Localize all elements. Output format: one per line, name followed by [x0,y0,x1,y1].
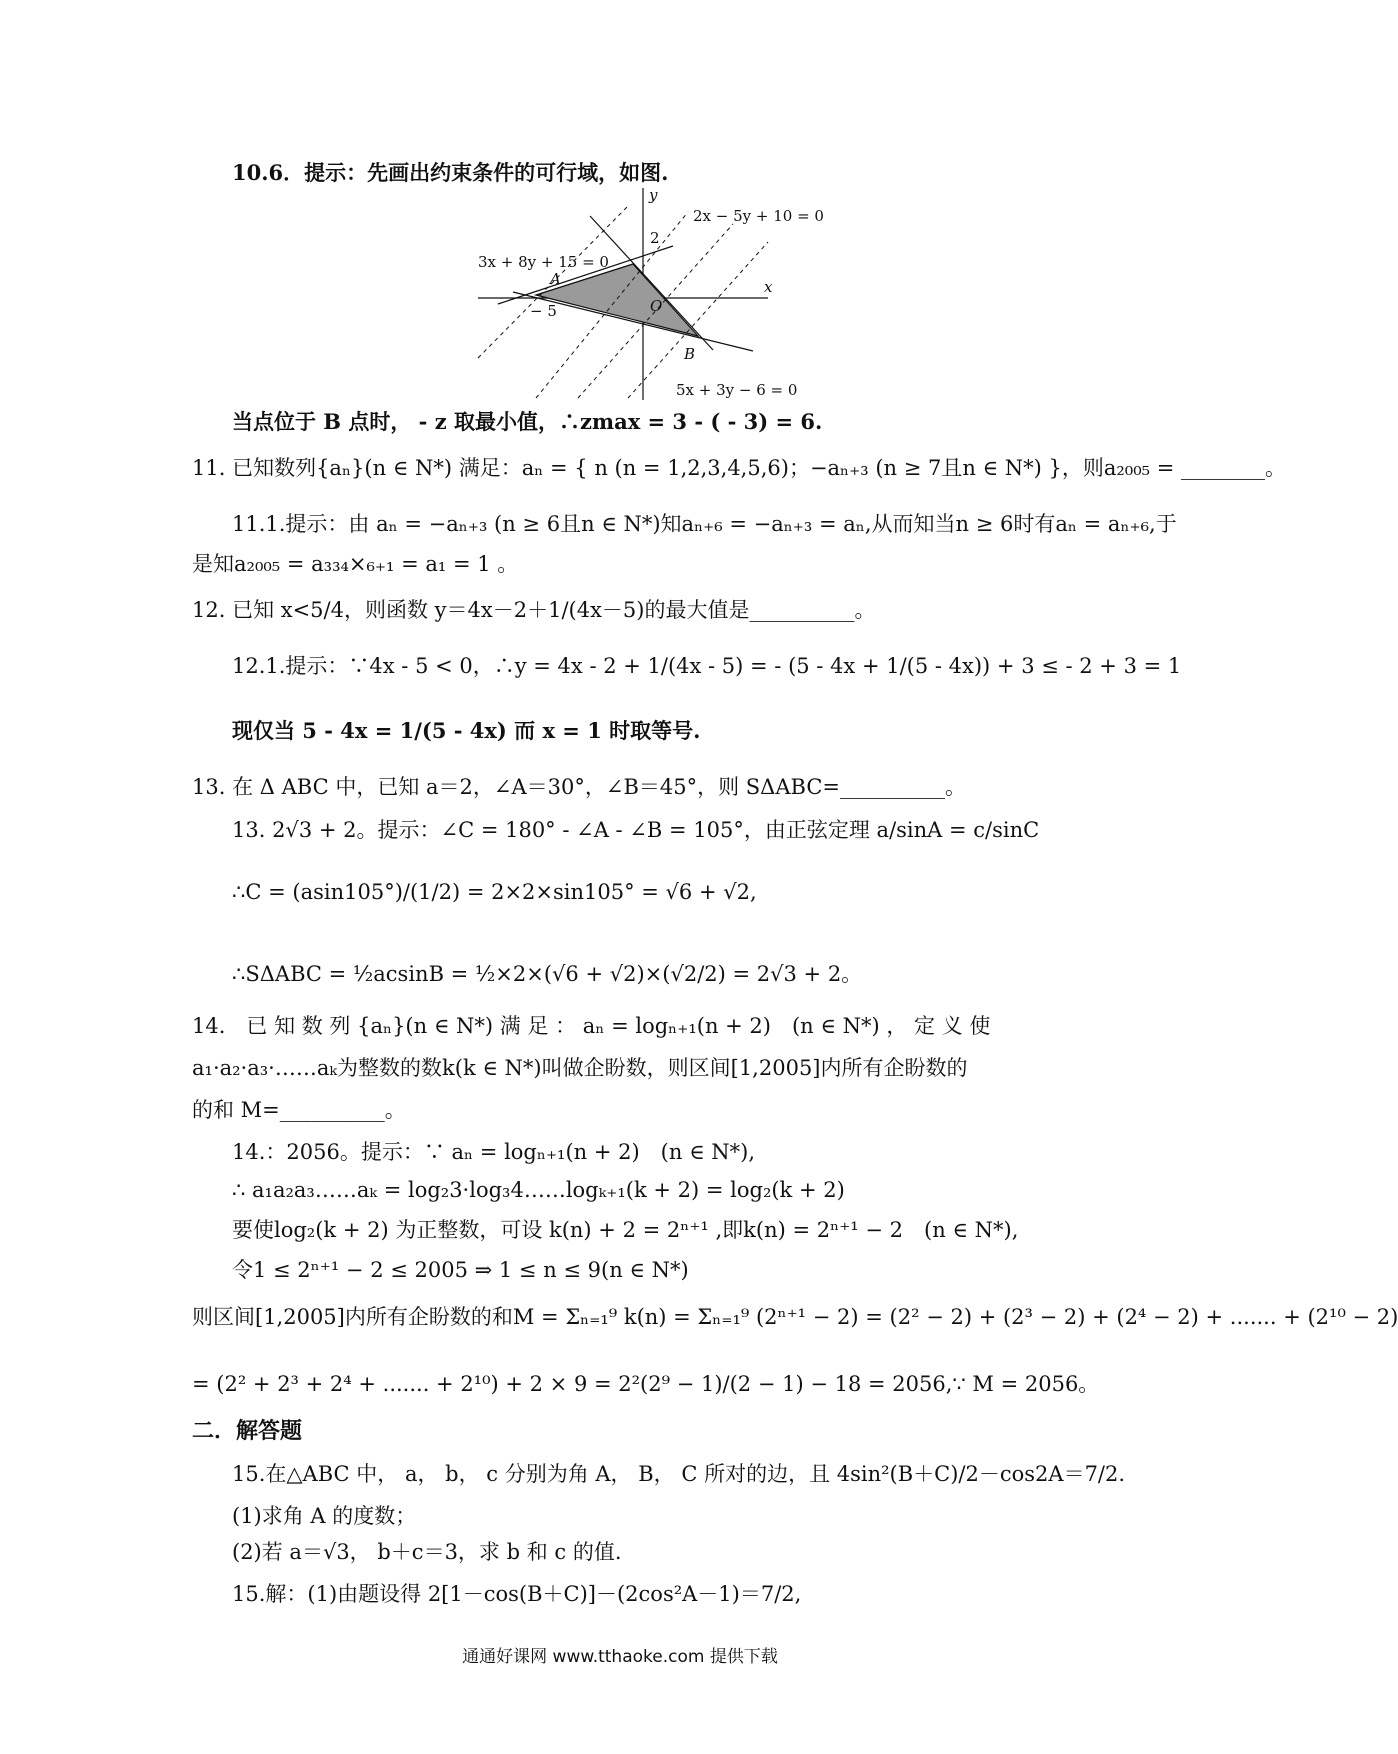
text-line-20: 则区间[1,2005]内所有企盼数的和M = Σₙ₌₁⁹ k(n) = Σₙ₌₁⁹ (2ⁿ⁺¹ − 2) = (2² − 2) + (2³ − 2) + (2⁴ − 2) + ....... + (2¹⁰ − 2) [192,1305,1398,1329]
tick-label-neg5: − 5 [530,302,557,320]
text-line-4: 11.1.提示：由 aₙ = −aₙ₊₃ (n ≥ 6且n ∈ N*)知aₙ₊₆ = −aₙ₊₃ = aₙ,从而知当n ≥ 6时有aₙ = aₙ₊₆,于 [232,512,1177,536]
text-line-16: 14.：2056。提示：∵ aₙ = logₙ₊₁(n + 2) (n ∈ N*), [232,1140,756,1164]
text-line-7: 12.1.提示：∵4x - 5 < 0，∴y = 4x - 2 + 1/(4x - 5) = - (5 - 4x + 1/(5 - 4x)) + 3 ≤ - 2 + 3 = 1 [232,654,1182,678]
text-line-21: = (2² + 2³ + 2⁴ + ....... + 2¹⁰) + 2 × 9 = 2²(2⁹ − 1)/(2 − 1) − 18 = 2056,∵ M = 2056。 [192,1372,1100,1396]
text-line-24: (1)求角 A 的度数； [232,1504,417,1528]
text-line-26: 15.解：(1)由题设得 2[1－cos(B＋C)]－(2cos²A－1)＝7/2, [232,1582,802,1606]
text-line-5: 是知a₂₀₀₅ = a₃₃₄×₆₊₁ = a₁ = 1 。 [192,552,519,576]
text-line-15: 的和 M=__________。 [192,1098,406,1122]
text-line-1: 10.6．提示：先画出约束条件的可行域，如图. [232,160,669,185]
y-axis-label: y [649,186,658,204]
text-line-2: 当点位于 B 点时， - z 取最小值，∴zmax = 3 - ( - 3) = 6. [232,409,823,434]
text-line-25: (2)若 a＝√3， b＋c＝3，求 b 和 c 的值. [232,1540,622,1564]
text-line-18: 要使log₂(k + 2) 为正整数，可设 k(n) + 2 = 2ⁿ⁺¹ ,即k(n) = 2ⁿ⁺¹ − 2 (n ∈ N*), [232,1218,1019,1242]
text-line-3: 11. 已知数列{aₙ}(n ∈ N*) 满足：aₙ = { n (n = 1,2,3,4,5,6)；−aₙ₊₃ (n ≥ 7且n ∈ N*) }，则a₂₀₀₅ = ________。 [192,456,1287,480]
text-line-23: 15.在△ABC 中， a， b， c 分别为角 A， B， C 所对的边，且 4sin²(B＋C)/2－cos2A＝7/2. [232,1462,1126,1486]
line-label-bottom: 5x + 3y − 6 = 0 [676,381,798,399]
origin-label: O [650,297,663,315]
text-line-10: 13. 2√3 + 2。提示：∠C = 180° - ∠A - ∠B = 105°，由正弦定理 a/sinA = c/sinC [232,818,1040,842]
line-label-left: 3x + 8y + 15 = 0 [478,253,609,271]
line-label-top-right: 2x − 5y + 10 = 0 [693,207,824,225]
x-axis-label: x [764,278,773,296]
tick-label-2: 2 [650,229,660,247]
text-line-9: 13. 在 Δ ABC 中，已知 a＝2，∠A＝30°，∠B＝45°，则 SΔABC=__________。 [192,775,966,799]
text-line-13: 14. 已 知 数 列 {aₙ}(n ∈ N*) 满 足 ： aₙ = logₙ₊₁(n + 2) (n ∈ N*) ， 定 义 使 [192,1014,991,1038]
text-line-11: ∴C = (asin105°)/(1/2) = 2×2×sin105° = √6 + √2, [232,880,757,904]
text-line-22: 二．解答题 [192,1418,303,1444]
text-line-14: a₁·a₂·a₃·……aₖ为整数的数k(k ∈ N*)叫做企盼数，则区间[1,2005]内所有企盼数的 [192,1056,968,1080]
feasible-region-figure [478,186,824,408]
text-line-12: ∴SΔABC = ½acsinB = ½×2×(√6 + √2)×(√2/2) = 2√3 + 2。 [232,962,863,986]
point-a-label: A [550,270,561,288]
text-line-17: ∴ a₁a₂a₃……aₖ = log₂3·log₃4……logₖ₊₁(k + 2) = log₂(k + 2) [232,1178,845,1202]
text-line-19: 令1 ≤ 2ⁿ⁺¹ − 2 ≤ 2005 ⇒ 1 ≤ n ≤ 9(n ∈ N*) [232,1258,689,1282]
point-b-label: B [684,345,696,363]
text-line-6: 12. 已知 x<5/4，则函数 y＝4x－2＋1/(4x－5)的最大值是__________。 [192,598,876,622]
text-line-8: 现仅当 5 - 4x = 1/(5 - 4x) 而 x = 1 时取等号. [232,718,701,743]
page-footer: 通通好课网 www.tthaoke.com 提供下载 [462,1647,778,1667]
